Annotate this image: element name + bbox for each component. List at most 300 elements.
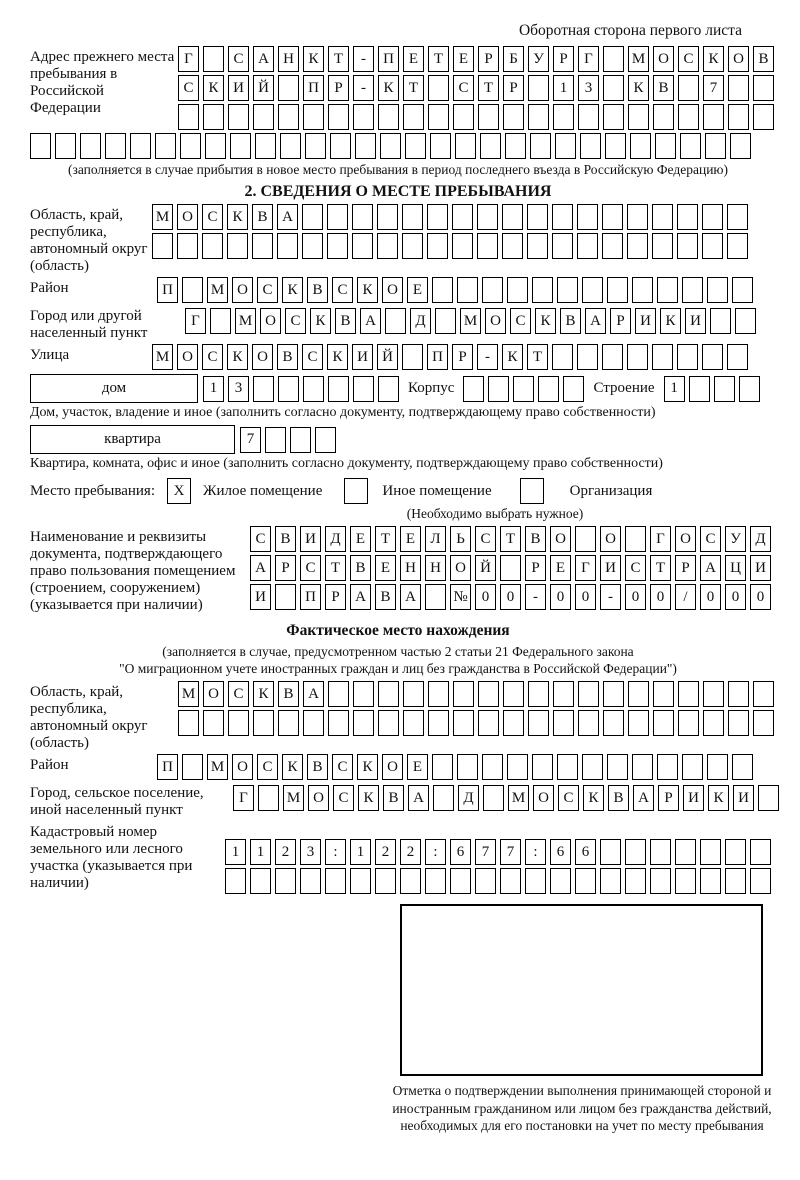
char-cell[interactable]: Н [400, 555, 421, 581]
char-cell[interactable]: В [375, 584, 396, 610]
char-cell[interactable]: С [228, 681, 249, 707]
char-cell[interactable] [555, 133, 576, 159]
char-cell[interactable] [252, 233, 273, 259]
char-cell[interactable] [452, 204, 473, 230]
char-cell[interactable]: Г [185, 308, 206, 334]
char-cell[interactable] [402, 204, 423, 230]
char-cell[interactable] [727, 204, 748, 230]
char-cell[interactable] [689, 376, 710, 402]
char-cell[interactable] [402, 344, 423, 370]
char-cell[interactable] [327, 233, 348, 259]
char-cell[interactable] [315, 427, 336, 453]
char-cell[interactable] [703, 681, 724, 707]
char-cell[interactable]: Т [328, 46, 349, 72]
char-cell[interactable]: 7 [703, 75, 724, 101]
char-cell[interactable] [478, 710, 499, 736]
char-cell[interactable]: 3 [578, 75, 599, 101]
char-cell[interactable]: В [252, 204, 273, 230]
char-cell[interactable] [500, 555, 521, 581]
char-cell[interactable] [433, 785, 454, 811]
char-cell[interactable] [607, 277, 628, 303]
char-cell[interactable] [328, 104, 349, 130]
char-cell[interactable]: В [335, 308, 356, 334]
char-cell[interactable] [678, 104, 699, 130]
char-cell[interactable] [678, 681, 699, 707]
char-cell[interactable] [330, 133, 351, 159]
char-cell[interactable]: С [285, 308, 306, 334]
char-cell[interactable] [527, 233, 548, 259]
char-cell[interactable] [753, 681, 774, 707]
char-cell[interactable] [328, 681, 349, 707]
char-cell[interactable]: О [600, 526, 621, 552]
char-cell[interactable] [600, 868, 621, 894]
char-cell[interactable] [532, 277, 553, 303]
char-cell[interactable]: С [332, 754, 353, 780]
char-cell[interactable] [477, 233, 498, 259]
char-cell[interactable] [432, 277, 453, 303]
char-cell[interactable] [525, 868, 546, 894]
char-cell[interactable]: 0 [550, 584, 571, 610]
char-cell[interactable]: В [307, 277, 328, 303]
char-cell[interactable]: В [278, 681, 299, 707]
char-cell[interactable] [603, 75, 624, 101]
char-cell[interactable]: В [560, 308, 581, 334]
char-cell[interactable]: М [283, 785, 304, 811]
char-cell[interactable] [507, 754, 528, 780]
char-cell[interactable]: Р [658, 785, 679, 811]
char-cell[interactable]: Д [325, 526, 346, 552]
char-cell[interactable] [475, 868, 496, 894]
char-cell[interactable] [703, 710, 724, 736]
char-cell[interactable] [483, 785, 504, 811]
char-cell[interactable]: Е [550, 555, 571, 581]
char-cell[interactable]: О [177, 204, 198, 230]
char-cell[interactable]: С [475, 526, 496, 552]
char-cell[interactable]: Н [425, 555, 446, 581]
char-cell[interactable]: В [653, 75, 674, 101]
char-cell[interactable] [180, 133, 201, 159]
char-cell[interactable] [627, 204, 648, 230]
char-cell[interactable] [353, 710, 374, 736]
char-cell[interactable] [603, 710, 624, 736]
char-cell[interactable]: 3 [228, 376, 249, 402]
char-cell[interactable] [275, 868, 296, 894]
char-cell[interactable] [607, 754, 628, 780]
char-cell[interactable] [502, 204, 523, 230]
char-cell[interactable] [710, 308, 731, 334]
char-cell[interactable]: К [628, 75, 649, 101]
char-cell[interactable]: О [177, 344, 198, 370]
char-cell[interactable]: 2 [400, 839, 421, 865]
char-cell[interactable]: - [600, 584, 621, 610]
char-cell[interactable] [228, 104, 249, 130]
char-cell[interactable]: А [250, 555, 271, 581]
char-cell[interactable] [657, 754, 678, 780]
char-cell[interactable] [453, 710, 474, 736]
char-cell[interactable]: 0 [500, 584, 521, 610]
char-cell[interactable]: И [733, 785, 754, 811]
char-cell[interactable]: А [408, 785, 429, 811]
char-cell[interactable] [530, 133, 551, 159]
char-cell[interactable]: 0 [475, 584, 496, 610]
char-cell[interactable]: Т [375, 526, 396, 552]
char-cell[interactable] [478, 681, 499, 707]
char-cell[interactable]: Е [407, 277, 428, 303]
char-cell[interactable] [652, 344, 673, 370]
char-cell[interactable]: А [633, 785, 654, 811]
char-cell[interactable] [403, 710, 424, 736]
char-cell[interactable] [732, 277, 753, 303]
char-cell[interactable] [480, 133, 501, 159]
char-cell[interactable]: М [235, 308, 256, 334]
char-cell[interactable] [427, 204, 448, 230]
char-cell[interactable] [630, 133, 651, 159]
char-cell[interactable] [302, 233, 323, 259]
char-cell[interactable]: А [277, 204, 298, 230]
char-cell[interactable] [255, 133, 276, 159]
char-cell[interactable] [677, 344, 698, 370]
char-cell[interactable]: Т [325, 555, 346, 581]
char-cell[interactable]: - [525, 584, 546, 610]
char-cell[interactable] [557, 277, 578, 303]
char-cell[interactable] [453, 681, 474, 707]
char-cell[interactable]: С [257, 277, 278, 303]
char-cell[interactable] [707, 277, 728, 303]
char-cell[interactable]: В [383, 785, 404, 811]
char-cell[interactable] [203, 710, 224, 736]
char-cell[interactable]: 6 [450, 839, 471, 865]
char-cell[interactable]: К [357, 277, 378, 303]
char-cell[interactable] [227, 233, 248, 259]
char-cell[interactable]: Р [478, 46, 499, 72]
char-cell[interactable]: 6 [550, 839, 571, 865]
char-cell[interactable]: О [382, 754, 403, 780]
char-cell[interactable] [378, 104, 399, 130]
char-cell[interactable] [528, 710, 549, 736]
char-cell[interactable]: П [300, 584, 321, 610]
char-cell[interactable] [278, 710, 299, 736]
char-cell[interactable] [428, 710, 449, 736]
char-cell[interactable]: О [252, 344, 273, 370]
char-cell[interactable] [105, 133, 126, 159]
char-cell[interactable] [80, 133, 101, 159]
char-cell[interactable]: К [357, 754, 378, 780]
char-cell[interactable] [714, 376, 735, 402]
char-cell[interactable] [628, 681, 649, 707]
char-cell[interactable]: С [700, 526, 721, 552]
char-cell[interactable] [553, 104, 574, 130]
char-cell[interactable] [625, 839, 646, 865]
char-cell[interactable] [577, 344, 598, 370]
char-cell[interactable] [725, 839, 746, 865]
char-cell[interactable] [702, 233, 723, 259]
char-cell[interactable] [178, 104, 199, 130]
char-cell[interactable] [677, 233, 698, 259]
char-cell[interactable] [452, 233, 473, 259]
char-cell[interactable] [402, 233, 423, 259]
char-cell[interactable]: С [625, 555, 646, 581]
char-cell[interactable] [303, 710, 324, 736]
char-cell[interactable]: О [232, 277, 253, 303]
char-cell[interactable]: Р [275, 555, 296, 581]
checkbox-organization[interactable] [520, 478, 544, 504]
char-cell[interactable] [682, 754, 703, 780]
char-cell[interactable] [582, 754, 603, 780]
char-cell[interactable] [552, 233, 573, 259]
char-cell[interactable]: С [333, 785, 354, 811]
char-cell[interactable] [675, 868, 696, 894]
char-cell[interactable]: Ь [450, 526, 471, 552]
char-cell[interactable] [385, 308, 406, 334]
char-cell[interactable] [727, 233, 748, 259]
char-cell[interactable]: Т [527, 344, 548, 370]
char-cell[interactable] [753, 104, 774, 130]
char-cell[interactable]: О [485, 308, 506, 334]
char-cell[interactable] [378, 710, 399, 736]
char-cell[interactable] [55, 133, 76, 159]
char-cell[interactable] [538, 376, 559, 402]
char-cell[interactable] [427, 233, 448, 259]
char-cell[interactable] [378, 681, 399, 707]
char-cell[interactable] [700, 839, 721, 865]
char-cell[interactable]: 1 [664, 376, 685, 402]
char-cell[interactable] [735, 308, 756, 334]
char-cell[interactable] [325, 868, 346, 894]
char-cell[interactable] [463, 376, 484, 402]
char-cell[interactable]: П [157, 277, 178, 303]
char-cell[interactable]: Б [503, 46, 524, 72]
char-cell[interactable] [450, 868, 471, 894]
char-cell[interactable] [278, 376, 299, 402]
char-cell[interactable]: К [660, 308, 681, 334]
char-cell[interactable]: К [703, 46, 724, 72]
char-cell[interactable]: Р [525, 555, 546, 581]
char-cell[interactable] [435, 308, 456, 334]
char-cell[interactable]: К [310, 308, 331, 334]
char-cell[interactable]: М [207, 754, 228, 780]
char-cell[interactable] [632, 277, 653, 303]
char-cell[interactable]: С [228, 46, 249, 72]
char-cell[interactable]: Р [553, 46, 574, 72]
char-cell[interactable] [302, 204, 323, 230]
char-cell[interactable]: У [528, 46, 549, 72]
char-cell[interactable] [228, 710, 249, 736]
char-cell[interactable]: О [260, 308, 281, 334]
char-cell[interactable] [652, 233, 673, 259]
char-cell[interactable]: И [228, 75, 249, 101]
char-cell[interactable] [650, 839, 671, 865]
char-cell[interactable] [503, 681, 524, 707]
char-cell[interactable]: Д [458, 785, 479, 811]
char-cell[interactable] [278, 75, 299, 101]
char-cell[interactable] [178, 710, 199, 736]
char-cell[interactable]: И [300, 526, 321, 552]
char-cell[interactable] [650, 868, 671, 894]
char-cell[interactable] [580, 133, 601, 159]
char-cell[interactable]: Й [377, 344, 398, 370]
char-cell[interactable]: А [585, 308, 606, 334]
char-cell[interactable]: А [360, 308, 381, 334]
char-cell[interactable]: О [232, 754, 253, 780]
char-cell[interactable]: И [352, 344, 373, 370]
char-cell[interactable]: 1 [350, 839, 371, 865]
char-cell[interactable]: - [353, 75, 374, 101]
char-cell[interactable] [603, 104, 624, 130]
char-cell[interactable]: М [152, 204, 173, 230]
char-cell[interactable]: 7 [500, 839, 521, 865]
char-cell[interactable] [602, 204, 623, 230]
char-cell[interactable] [578, 104, 599, 130]
char-cell[interactable]: В [275, 526, 296, 552]
char-cell[interactable] [703, 104, 724, 130]
char-cell[interactable]: 3 [300, 839, 321, 865]
char-cell[interactable] [502, 233, 523, 259]
char-cell[interactable]: У [725, 526, 746, 552]
char-cell[interactable]: 1 [250, 839, 271, 865]
char-cell[interactable] [625, 526, 646, 552]
char-cell[interactable] [552, 204, 573, 230]
char-cell[interactable]: С [300, 555, 321, 581]
char-cell[interactable]: М [460, 308, 481, 334]
char-cell[interactable] [182, 277, 203, 303]
char-cell[interactable] [353, 376, 374, 402]
char-cell[interactable]: : [425, 839, 446, 865]
char-cell[interactable]: Г [233, 785, 254, 811]
char-cell[interactable] [552, 344, 573, 370]
char-cell[interactable] [303, 376, 324, 402]
char-cell[interactable] [253, 104, 274, 130]
char-cell[interactable]: С [202, 344, 223, 370]
char-cell[interactable]: Е [407, 754, 428, 780]
char-cell[interactable] [603, 681, 624, 707]
char-cell[interactable]: - [477, 344, 498, 370]
char-cell[interactable] [532, 754, 553, 780]
char-cell[interactable]: И [250, 584, 271, 610]
char-cell[interactable] [303, 104, 324, 130]
char-cell[interactable]: К [378, 75, 399, 101]
char-cell[interactable]: Д [750, 526, 771, 552]
char-cell[interactable] [428, 75, 449, 101]
char-cell[interactable] [428, 681, 449, 707]
char-cell[interactable]: Т [403, 75, 424, 101]
char-cell[interactable]: В [608, 785, 629, 811]
char-cell[interactable] [600, 839, 621, 865]
char-cell[interactable] [352, 233, 373, 259]
char-cell[interactable] [280, 133, 301, 159]
char-cell[interactable]: В [307, 754, 328, 780]
char-cell[interactable]: В [525, 526, 546, 552]
char-cell[interactable] [353, 681, 374, 707]
char-cell[interactable]: С [510, 308, 531, 334]
char-cell[interactable] [730, 133, 751, 159]
char-cell[interactable] [753, 75, 774, 101]
char-cell[interactable] [457, 754, 478, 780]
char-cell[interactable]: В [350, 555, 371, 581]
char-cell[interactable]: А [400, 584, 421, 610]
checkbox-other-premises[interactable] [344, 478, 368, 504]
char-cell[interactable]: Р [328, 75, 349, 101]
char-cell[interactable] [500, 868, 521, 894]
char-cell[interactable]: К [535, 308, 556, 334]
char-cell[interactable]: 0 [700, 584, 721, 610]
char-cell[interactable] [603, 46, 624, 72]
char-cell[interactable]: 0 [650, 584, 671, 610]
char-cell[interactable]: Г [578, 46, 599, 72]
char-cell[interactable] [628, 710, 649, 736]
char-cell[interactable] [377, 204, 398, 230]
char-cell[interactable] [653, 681, 674, 707]
char-cell[interactable]: К [203, 75, 224, 101]
char-cell[interactable]: 0 [625, 584, 646, 610]
char-cell[interactable] [602, 344, 623, 370]
char-cell[interactable] [203, 104, 224, 130]
char-cell[interactable]: Е [350, 526, 371, 552]
char-cell[interactable] [707, 754, 728, 780]
char-cell[interactable] [728, 104, 749, 130]
char-cell[interactable]: М [178, 681, 199, 707]
char-cell[interactable] [278, 104, 299, 130]
char-cell[interactable]: Т [500, 526, 521, 552]
char-cell[interactable]: Г [575, 555, 596, 581]
char-cell[interactable] [453, 104, 474, 130]
char-cell[interactable]: Р [452, 344, 473, 370]
char-cell[interactable] [750, 839, 771, 865]
char-cell[interactable] [577, 204, 598, 230]
char-cell[interactable]: Г [178, 46, 199, 72]
char-cell[interactable]: 0 [575, 584, 596, 610]
char-cell[interactable]: В [277, 344, 298, 370]
char-cell[interactable]: - [353, 46, 374, 72]
char-cell[interactable] [528, 75, 549, 101]
char-cell[interactable] [258, 785, 279, 811]
char-cell[interactable] [30, 133, 51, 159]
char-cell[interactable]: К [502, 344, 523, 370]
char-cell[interactable]: Н [278, 46, 299, 72]
char-cell[interactable] [290, 427, 311, 453]
char-cell[interactable] [700, 868, 721, 894]
char-cell[interactable]: О [308, 785, 329, 811]
char-cell[interactable]: Е [400, 526, 421, 552]
char-cell[interactable] [728, 710, 749, 736]
char-cell[interactable] [553, 681, 574, 707]
char-cell[interactable]: К [358, 785, 379, 811]
char-cell[interactable] [655, 133, 676, 159]
char-cell[interactable]: Т [650, 555, 671, 581]
char-cell[interactable]: Л [425, 526, 446, 552]
char-cell[interactable] [528, 104, 549, 130]
char-cell[interactable] [428, 104, 449, 130]
char-cell[interactable] [578, 710, 599, 736]
char-cell[interactable] [678, 75, 699, 101]
char-cell[interactable]: М [508, 785, 529, 811]
char-cell[interactable]: О [653, 46, 674, 72]
char-cell[interactable] [750, 868, 771, 894]
char-cell[interactable] [628, 104, 649, 130]
char-cell[interactable] [478, 104, 499, 130]
char-cell[interactable]: Е [375, 555, 396, 581]
char-cell[interactable] [582, 277, 603, 303]
char-cell[interactable]: Т [428, 46, 449, 72]
char-cell[interactable]: Й [253, 75, 274, 101]
char-cell[interactable]: П [427, 344, 448, 370]
char-cell[interactable]: : [525, 839, 546, 865]
char-cell[interactable]: О [382, 277, 403, 303]
char-cell[interactable]: С [302, 344, 323, 370]
char-cell[interactable] [265, 427, 286, 453]
char-cell[interactable] [155, 133, 176, 159]
char-cell[interactable]: С [257, 754, 278, 780]
char-cell[interactable] [202, 233, 223, 259]
